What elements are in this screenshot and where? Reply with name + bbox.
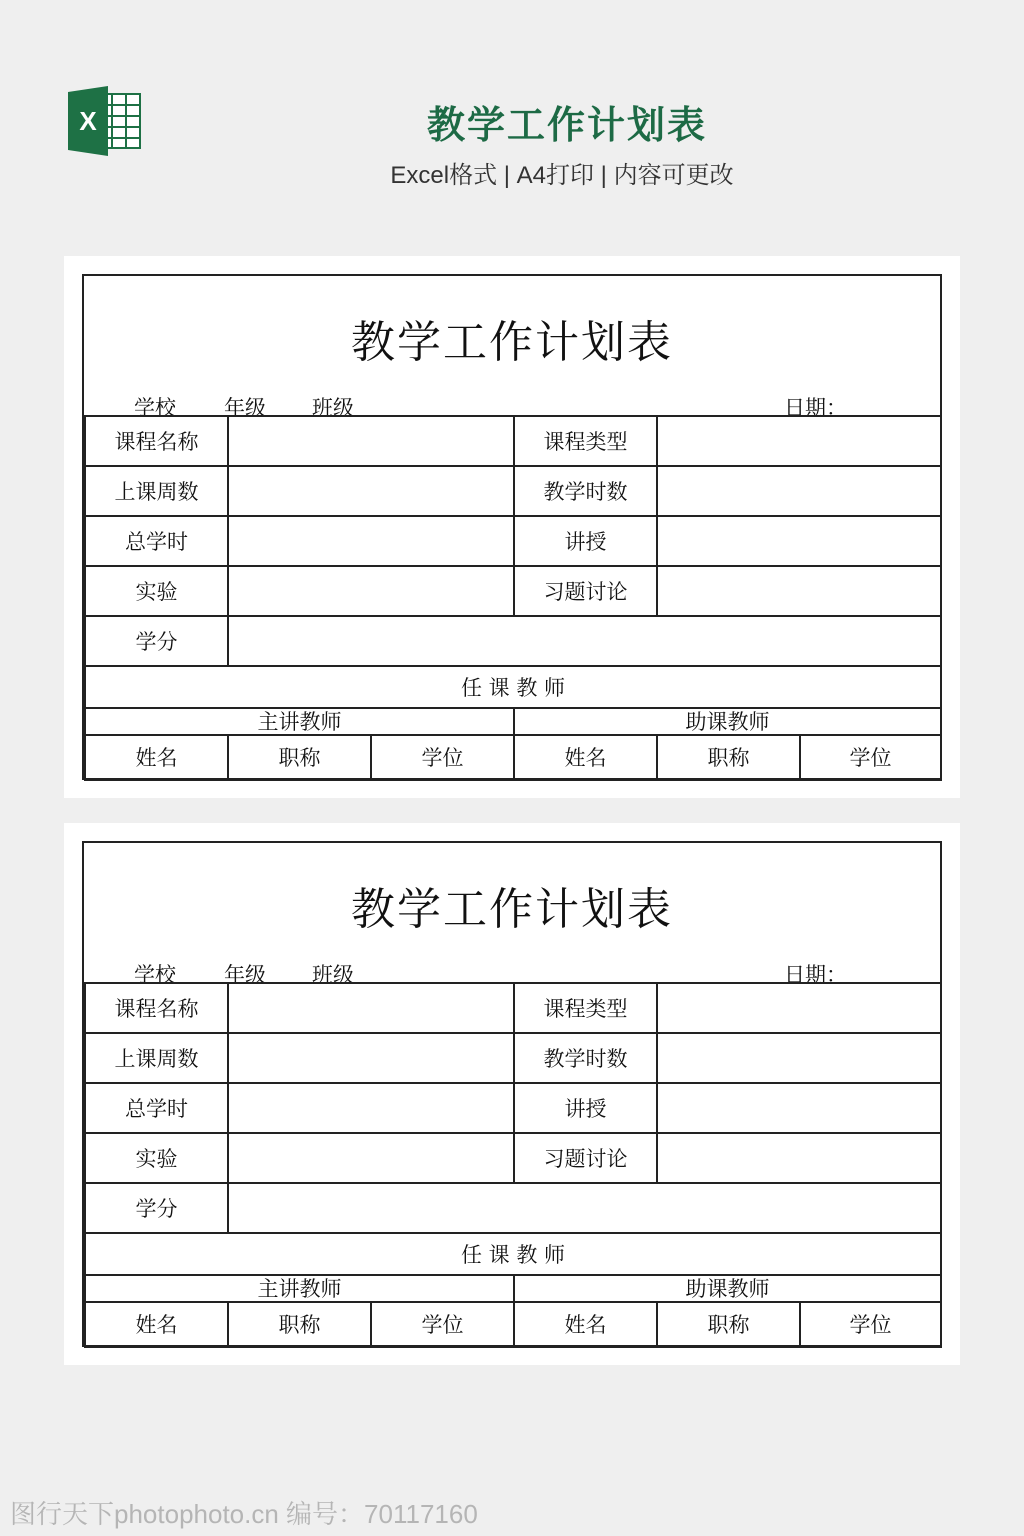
name-header: 姓名 (514, 735, 657, 779)
grade-label: 年级 (224, 396, 266, 420)
total-hours-cell[interactable] (228, 1083, 514, 1133)
form-title: 教学工作计划表 (351, 884, 673, 935)
credit-label: 学分 (85, 1183, 228, 1233)
experiment-cell[interactable] (228, 566, 514, 616)
course-type-label: 课程类型 (514, 416, 657, 466)
date-label: 日期： (784, 396, 847, 420)
lecture-cell[interactable] (657, 1083, 941, 1133)
weeks-label: 上课周数 (85, 1033, 228, 1083)
name-header: 姓名 (514, 1302, 657, 1346)
teaching-hours-label: 教学时数 (514, 466, 657, 516)
title-header: 职称 (228, 735, 371, 779)
title-header: 职称 (228, 1302, 371, 1346)
teachers-header: 任 课 教 师 (85, 666, 941, 708)
form-table (82, 841, 942, 1347)
degree-header: 学位 (371, 735, 514, 779)
experiment-label: 实验 (85, 1133, 228, 1183)
total-hours-label: 总学时 (85, 1083, 228, 1133)
class-label: 班级 (312, 396, 354, 420)
lecture-cell[interactable] (657, 516, 941, 566)
course-type-cell[interactable] (657, 416, 941, 466)
exercise-cell[interactable] (657, 566, 941, 616)
teaching-hours-cell[interactable] (657, 1033, 941, 1083)
credit-label: 学分 (85, 616, 228, 666)
course-type-cell[interactable] (657, 983, 941, 1033)
date-label: 日期： (784, 963, 847, 987)
school-label: 学校 (134, 963, 176, 987)
school-label: 学校 (134, 396, 176, 420)
degree-header: 学位 (800, 735, 941, 779)
degree-header: 学位 (371, 1302, 514, 1346)
title-header: 职称 (657, 735, 800, 779)
total-hours-label: 总学时 (85, 516, 228, 566)
info-grid (84, 982, 942, 1348)
degree-header: 学位 (800, 1302, 941, 1346)
experiment-label: 实验 (85, 566, 228, 616)
form-sheet-1 (64, 256, 960, 798)
page-subtitle: Excel格式 | A4打印 | 内容可更改 (390, 162, 734, 189)
course-name-cell[interactable] (228, 983, 514, 1033)
experiment-cell[interactable] (228, 1133, 514, 1183)
grade-label: 年级 (224, 963, 266, 987)
watermark-text: 图行天下photophoto.cn 编号：70117160 (10, 1499, 478, 1529)
info-grid (84, 415, 942, 781)
course-name-label: 课程名称 (85, 983, 228, 1033)
title-header: 职称 (657, 1302, 800, 1346)
class-label: 班级 (312, 963, 354, 987)
exercise-label: 习题讨论 (514, 566, 657, 616)
lecture-label: 讲授 (514, 1083, 657, 1133)
teachers-header: 任 课 教 师 (85, 1233, 941, 1275)
course-name-label: 课程名称 (85, 416, 228, 466)
exercise-label: 习题讨论 (514, 1133, 657, 1183)
lecture-label: 讲授 (514, 516, 657, 566)
exercise-cell[interactable] (657, 1133, 941, 1183)
teaching-hours-cell[interactable] (657, 466, 941, 516)
teaching-hours-label: 教学时数 (514, 1033, 657, 1083)
total-hours-cell[interactable] (228, 516, 514, 566)
page-title: 教学工作计划表 (426, 105, 707, 147)
assistant-teacher-header: 助课教师 (514, 708, 941, 735)
meta-row (84, 392, 940, 420)
main-teacher-header: 主讲教师 (85, 708, 514, 735)
credit-cell[interactable] (228, 1183, 941, 1233)
course-type-label: 课程类型 (514, 983, 657, 1033)
svg-text:X: X (79, 106, 97, 136)
form-table (82, 274, 942, 780)
meta-row (84, 959, 940, 987)
name-header: 姓名 (85, 1302, 228, 1346)
assistant-teacher-header: 助课教师 (514, 1275, 941, 1302)
course-name-cell[interactable] (228, 416, 514, 466)
name-header: 姓名 (85, 735, 228, 779)
weeks-cell[interactable] (228, 1033, 514, 1083)
weeks-label: 上课周数 (85, 466, 228, 516)
form-sheet-2 (64, 823, 960, 1365)
main-teacher-header: 主讲教师 (85, 1275, 514, 1302)
form-title: 教学工作计划表 (351, 317, 673, 368)
credit-cell[interactable] (228, 616, 941, 666)
weeks-cell[interactable] (228, 466, 514, 516)
